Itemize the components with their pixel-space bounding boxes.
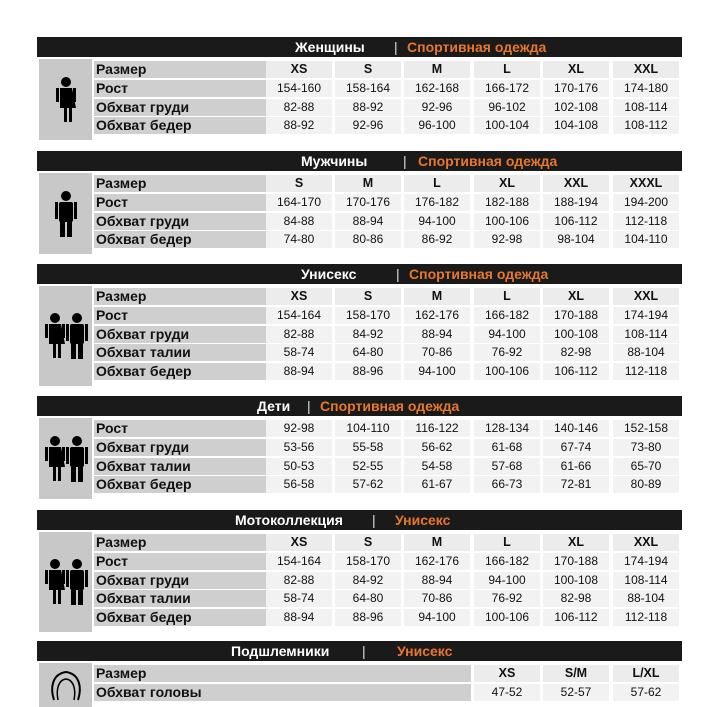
table-cell: 80-89: [613, 476, 679, 493]
table-cell: XL: [543, 288, 609, 305]
table-cell: 94-100: [474, 572, 540, 589]
table-cell: 58-74: [266, 590, 332, 607]
table-cell: 61-66: [543, 458, 609, 475]
table-cell: 100-104: [474, 117, 540, 134]
table-cell: M: [404, 61, 470, 78]
section-separator: |: [396, 266, 400, 282]
table-cell: 55-58: [335, 439, 401, 456]
table-cell: 82-98: [543, 590, 609, 607]
table-cell: 88-104: [613, 344, 679, 361]
table-cell: 158-170: [335, 307, 401, 324]
table-cell: 86-92: [404, 231, 470, 248]
table-cell: 112-118: [613, 363, 679, 380]
row-label: Рост: [94, 553, 298, 570]
table-cell: L/XL: [613, 665, 679, 682]
table-cell: 106-112: [543, 609, 609, 626]
section-title: Унисекс: [301, 266, 357, 282]
row-label: Размер: [94, 175, 298, 192]
table-cell: 100-108: [543, 326, 609, 343]
section-subtitle: Спортивная одежда: [407, 39, 547, 55]
section-separator: |: [362, 643, 366, 659]
table-cell: 66-73: [474, 476, 540, 493]
table-cell: 128-134: [474, 420, 540, 437]
table-cell: 140-146: [543, 420, 609, 437]
table-cell: 88-94: [266, 609, 332, 626]
table-cell: 94-100: [404, 213, 470, 230]
table-cell: 158-164: [335, 80, 401, 97]
table-cell: L: [474, 288, 540, 305]
table-cell: 106-112: [543, 363, 609, 380]
table-cell: 88-96: [335, 609, 401, 626]
table-cell: XXL: [613, 61, 679, 78]
table-cell: 82-88: [266, 572, 332, 589]
table-cell: 57-62: [613, 684, 679, 701]
section-header: [37, 37, 682, 57]
table-cell: L: [404, 175, 470, 192]
table-cell: 47-52: [474, 684, 540, 701]
table-cell: M: [404, 288, 470, 305]
table-cell: XXXL: [613, 175, 679, 192]
section-title: Дети: [257, 398, 291, 414]
table-cell: 57-68: [474, 458, 540, 475]
row-label: Рост: [94, 194, 298, 211]
table-cell: 88-94: [266, 363, 332, 380]
row-label: Рост: [94, 307, 298, 324]
row-label: Обхват бедер: [94, 476, 298, 493]
table-cell: XS: [266, 61, 332, 78]
table-cell: 94-100: [404, 609, 470, 626]
row-label: Обхват талии: [94, 458, 298, 475]
section-header: [37, 510, 682, 530]
section-separator: |: [394, 39, 398, 55]
table-cell: 56-58: [266, 476, 332, 493]
table-cell: 188-194: [543, 194, 609, 211]
table-cell: 176-182: [404, 194, 470, 211]
section-separator: |: [307, 398, 311, 414]
row-label: Обхват головы: [94, 684, 471, 701]
table-cell: 108-112: [613, 117, 679, 134]
section-header: [37, 264, 682, 284]
row-label: Обхват груди: [94, 572, 298, 589]
section-title: Мужчины: [301, 153, 368, 169]
table-cell: XS: [266, 288, 332, 305]
table-cell: 100-106: [474, 609, 540, 626]
section-title: Мотоколлекция: [235, 512, 343, 528]
table-cell: 170-188: [543, 307, 609, 324]
table-cell: 92-98: [266, 420, 332, 437]
table-cell: 50-53: [266, 458, 332, 475]
size-section: [37, 641, 682, 707]
table-cell: M: [404, 534, 470, 551]
table-cell: XL: [474, 175, 540, 192]
table-cell: S/M: [543, 665, 609, 682]
table-cell: 76-92: [474, 344, 540, 361]
section-title: Женщины: [295, 39, 365, 55]
table-cell: XXL: [543, 175, 609, 192]
table-cell: 194-200: [613, 194, 679, 211]
table-cell: 158-170: [335, 553, 401, 570]
row-label: Рост: [94, 420, 298, 437]
section-header: [37, 396, 682, 416]
table-cell: XL: [543, 61, 609, 78]
row-label: Обхват бедер: [94, 231, 298, 248]
table-cell: 88-94: [404, 326, 470, 343]
table-cell: 100-106: [474, 213, 540, 230]
row-label: Обхват груди: [94, 326, 298, 343]
table-cell: 73-80: [613, 439, 679, 456]
table-cell: 154-164: [266, 553, 332, 570]
table-cell: 154-164: [266, 307, 332, 324]
table-cell: 70-86: [404, 344, 470, 361]
table-cell: S: [335, 61, 401, 78]
table-cell: 166-182: [474, 307, 540, 324]
table-cell: S: [335, 534, 401, 551]
table-cell: 174-180: [613, 80, 679, 97]
table-cell: 67-74: [543, 439, 609, 456]
table-cell: 57-62: [335, 476, 401, 493]
size-section: [37, 264, 682, 386]
table-cell: L: [474, 61, 540, 78]
table-cell: 170-176: [543, 80, 609, 97]
table-cell: 152-158: [613, 420, 679, 437]
table-cell: S: [266, 175, 332, 192]
table-cell: 104-110: [613, 231, 679, 248]
table-cell: 65-70: [613, 458, 679, 475]
row-label: Размер: [94, 61, 298, 78]
table-cell: 108-114: [613, 99, 679, 116]
table-cell: 98-104: [543, 231, 609, 248]
table-cell: 166-182: [474, 553, 540, 570]
table-cell: 164-170: [266, 194, 332, 211]
section-table: [37, 532, 682, 632]
row-label: Обхват талии: [94, 590, 298, 607]
table-cell: 52-57: [543, 684, 609, 701]
table-cell: 61-68: [474, 439, 540, 456]
section-table: [37, 286, 682, 386]
section-subtitle: Спортивная одежда: [409, 266, 549, 282]
table-cell: 174-194: [613, 553, 679, 570]
table-cell: 162-176: [404, 553, 470, 570]
section-table: [37, 59, 682, 140]
section-header: [37, 151, 682, 171]
table-cell: 162-168: [404, 80, 470, 97]
table-cell: 84-92: [335, 572, 401, 589]
row-label: Размер: [94, 288, 298, 305]
section-header: [37, 641, 682, 661]
table-cell: XXL: [613, 534, 679, 551]
section-separator: |: [372, 512, 376, 528]
table-cell: 154-160: [266, 80, 332, 97]
section-subtitle: Спортивная одежда: [418, 153, 558, 169]
table-cell: 174-194: [613, 307, 679, 324]
size-section: [37, 37, 682, 140]
man-icon: [39, 173, 92, 254]
table-cell: 74-80: [266, 231, 332, 248]
table-cell: 76-92: [474, 590, 540, 607]
table-cell: XS: [474, 665, 540, 682]
size-section: [37, 396, 682, 499]
table-cell: 94-100: [404, 363, 470, 380]
row-label: Обхват бедер: [94, 117, 298, 134]
table-cell: 64-80: [335, 344, 401, 361]
row-label: Обхват талии: [94, 344, 298, 361]
row-label: Размер: [94, 534, 298, 551]
head-icon: [39, 663, 92, 707]
section-title: Подшлемники: [231, 643, 330, 659]
table-cell: XS: [266, 534, 332, 551]
section-subtitle: Спортивная одежда: [320, 398, 460, 414]
table-cell: 88-94: [335, 213, 401, 230]
table-cell: 70-86: [404, 590, 470, 607]
table-cell: 88-94: [404, 572, 470, 589]
table-cell: XL: [543, 534, 609, 551]
row-label: Обхват бедер: [94, 609, 298, 626]
table-cell: 72-81: [543, 476, 609, 493]
table-cell: 56-62: [404, 439, 470, 456]
table-cell: 104-108: [543, 117, 609, 134]
table-cell: 52-55: [335, 458, 401, 475]
table-cell: 82-88: [266, 326, 332, 343]
section-table: [37, 418, 682, 499]
section-separator: |: [403, 153, 407, 169]
table-cell: 108-114: [613, 572, 679, 589]
table-cell: 104-110: [335, 420, 401, 437]
table-cell: 88-96: [335, 363, 401, 380]
table-cell: 112-118: [613, 213, 679, 230]
table-cell: 82-98: [543, 344, 609, 361]
section-subtitle: Унисекс: [395, 512, 451, 528]
table-cell: 96-100: [404, 117, 470, 134]
table-cell: 54-58: [404, 458, 470, 475]
table-cell: 84-88: [266, 213, 332, 230]
section-subtitle: Унисекс: [397, 643, 453, 659]
table-cell: 170-188: [543, 553, 609, 570]
row-label: Обхват груди: [94, 213, 298, 230]
section-table: [37, 173, 682, 254]
table-cell: 102-108: [543, 99, 609, 116]
table-cell: XXL: [613, 288, 679, 305]
table-cell: 170-176: [335, 194, 401, 211]
table-cell: 58-74: [266, 344, 332, 361]
section-table: [37, 663, 682, 707]
table-cell: 88-92: [335, 99, 401, 116]
table-cell: 92-96: [335, 117, 401, 134]
table-cell: 94-100: [474, 326, 540, 343]
row-label: Обхват бедер: [94, 363, 298, 380]
woman-icon: [39, 59, 92, 140]
table-cell: 82-88: [266, 99, 332, 116]
table-cell: 92-96: [404, 99, 470, 116]
table-cell: 53-56: [266, 439, 332, 456]
table-cell: 96-102: [474, 99, 540, 116]
row-label: Обхват груди: [94, 439, 298, 456]
table-cell: 182-188: [474, 194, 540, 211]
table-cell: 162-176: [404, 307, 470, 324]
table-cell: 106-112: [543, 213, 609, 230]
table-cell: 116-122: [404, 420, 470, 437]
table-cell: 84-92: [335, 326, 401, 343]
row-label: Рост: [94, 80, 298, 97]
couple-icon: [39, 532, 92, 632]
table-cell: 64-80: [335, 590, 401, 607]
children-icon: [39, 418, 92, 499]
table-cell: M: [335, 175, 401, 192]
table-cell: 80-86: [335, 231, 401, 248]
table-cell: S: [335, 288, 401, 305]
table-cell: 88-92: [266, 117, 332, 134]
table-cell: 88-104: [613, 590, 679, 607]
table-cell: 100-108: [543, 572, 609, 589]
table-cell: 108-114: [613, 326, 679, 343]
size-section: [37, 510, 682, 632]
size-section: [37, 151, 682, 254]
table-cell: 112-118: [613, 609, 679, 626]
table-cell: L: [474, 534, 540, 551]
row-label: Обхват груди: [94, 99, 298, 116]
couple-icon: [39, 286, 92, 386]
table-cell: 61-67: [404, 476, 470, 493]
table-cell: 100-106: [474, 363, 540, 380]
table-cell: 166-172: [474, 80, 540, 97]
row-label: Размер: [94, 665, 471, 682]
table-cell: 92-98: [474, 231, 540, 248]
